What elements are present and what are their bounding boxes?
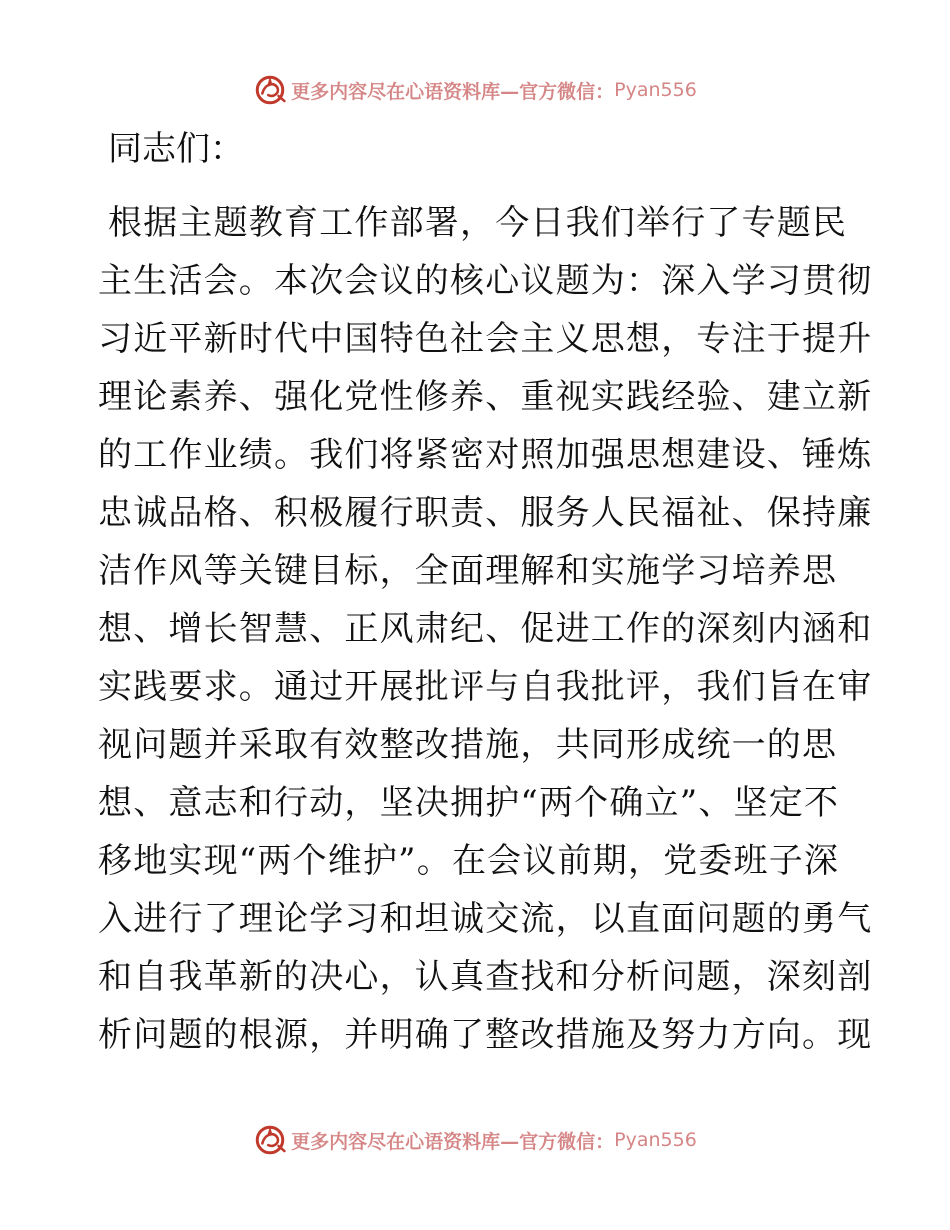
body-line: 根据主题教育工作部署，今日我们举行了专题民 <box>108 203 848 243</box>
footer-banner <box>0 1120 950 1160</box>
body-line: 想、增长智慧、正风肃纪、促进工作的深刻内涵和 <box>98 609 873 649</box>
body-line: 的工作业绩。我们将紧密对照加强思想建设、锤炼 <box>98 435 873 475</box>
body-line: 移地实现“两个维护”。在会议前期，党委班子深 <box>98 841 840 881</box>
red-swirl-logo-icon <box>253 73 287 107</box>
body-line: 忠诚品格、积极履行职责、服务人民福祉、保持廉 <box>98 493 873 533</box>
banner-promo-text: 更多内容尽在心语资料库—官方微信： <box>291 80 615 103</box>
banner-promo-text: 更多内容尽在心语资料库—官方微信： <box>291 1130 615 1153</box>
body-line: 习近平新时代中国特色社会主义思想，专注于提升 <box>98 319 873 359</box>
banner-wechat-id: Pyan556 <box>614 1129 697 1151</box>
body-line: 实践要求。通过开展批评与自我批评，我们旨在审 <box>98 667 873 707</box>
body-line: 视问题并采取有效整改措施，共同形成统一的思 <box>98 725 838 765</box>
body-line: 洁作风等关键目标，全面理解和实施学习培养思 <box>98 551 838 591</box>
banner-wechat-id: Pyan556 <box>614 79 697 101</box>
body-line: 主生活会。本次会议的核心议题为：深入学习贯彻 <box>98 261 873 301</box>
body-paragraph <box>98 194 873 1064</box>
body-line: 理论素养、强化党性修养、重视实践经验、建立新 <box>98 377 873 417</box>
body-line: 析问题的根源，并明确了整改措施及努力方向。现 <box>98 1015 873 1055</box>
body-line: 入进行了理论学习和坦诚交流，以直面问题的勇气 <box>98 899 873 939</box>
body-line: 想、意志和行动，坚决拥护“两个确立”、坚定不 <box>98 783 840 823</box>
body-line: 和自我革新的决心，认真查找和分析问题，深刻剖 <box>98 957 873 997</box>
greeting-line: 同志们： <box>108 129 244 169</box>
header-banner <box>0 70 950 110</box>
red-swirl-logo-icon <box>253 1123 287 1157</box>
